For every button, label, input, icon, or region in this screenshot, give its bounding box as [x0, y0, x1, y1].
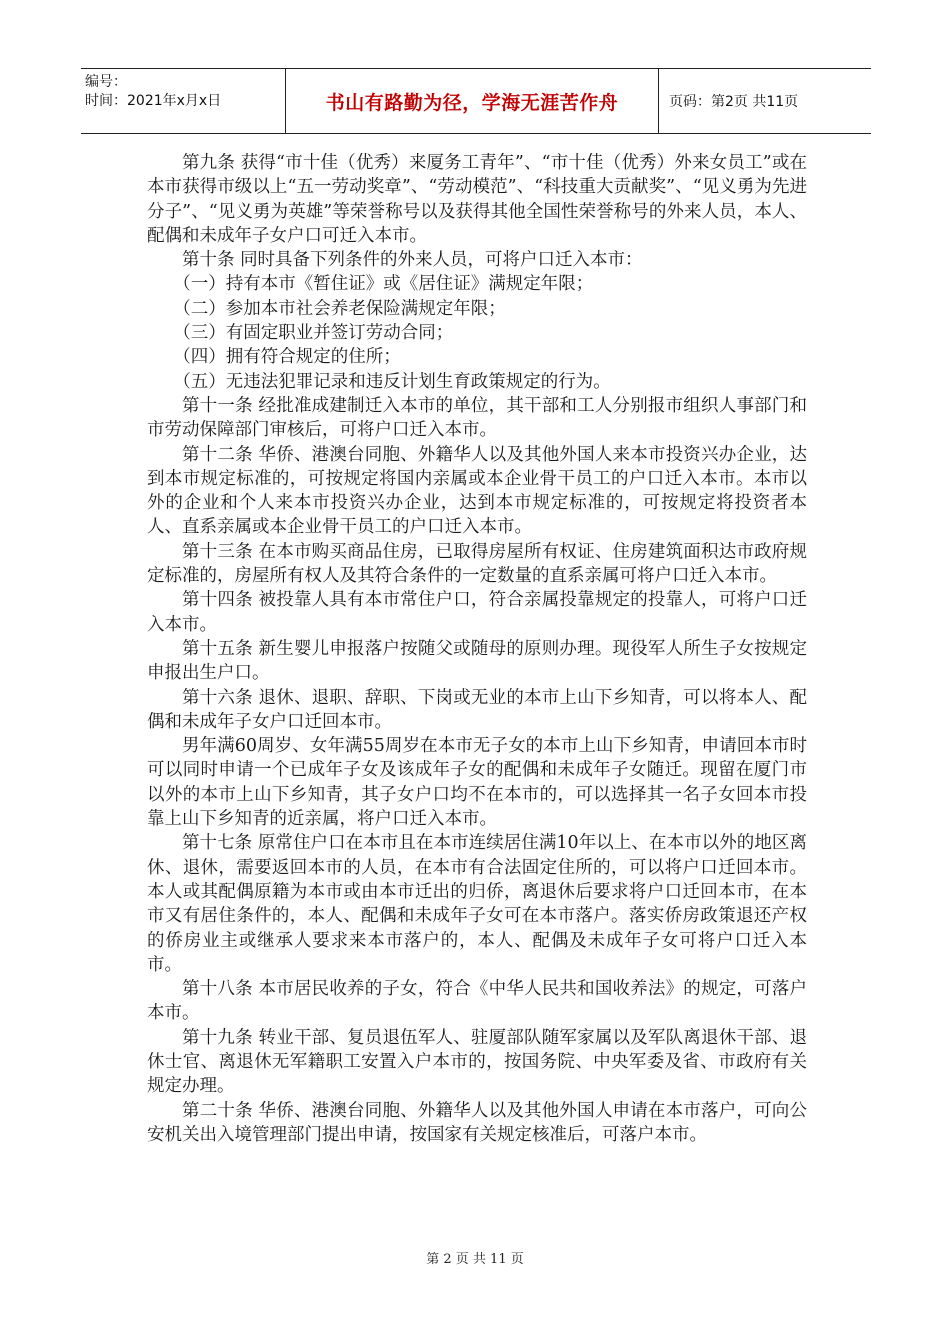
article-16: 第十六条 退休、退职、辞职、下岗或无业的本市上山下乡知青，可以将本人、配偶和未成年子女户口迁回本市。 [147, 687, 807, 732]
article-10-item-2: （二）参加本市社会养老保险满规定年限； [173, 298, 506, 319]
header-page-info: 页码：第2页 共11页 [669, 94, 799, 110]
article-12: 第十二条 华侨、港澳台同胞、外籍华人以及其他外国人来本市投资兴办企业，达到本市规定标准的，可按规定将国内亲属或本企业骨干员工的户口迁入本市。本市以外的企业和个人来本市投资兴办企业，达到本市规定标准的，可按规定将投资者本人、直系亲属或本企业骨干员工的户口迁入本市。 [147, 444, 807, 538]
header-motto: 书山有路勤为径，学海无涯苦作舟 [286, 69, 659, 133]
article-10-item-1: （一）持有本市《暂住证》或《居住证》满规定年限； [173, 274, 594, 295]
article-20: 第二十条 华侨、港澳台同胞、外籍华人以及其他外国人申请在本市落户，可向公安机关出入境管理部门提出申请，按国家有关规定核准后，可落户本市。 [147, 1100, 807, 1145]
article-16-continued: 男年满60周岁、女年满55周岁在本市无子女的本市上山下乡知青，申请回本市时可以同时申请一个已成年子女及该成年子女的配偶和未成年子女随迁。现留在厦门市以外的本市上山下乡知青，其子女户口均不在本市的，可以选择其一名子女回本市投靠上山下乡知青的近亲属，将户口迁入本市。 [147, 736, 807, 830]
article-13: 第十三条 在本市购买商品住房，已取得房屋所有权证、住房建筑面积达市政府规定标准的，房屋所有权人及其符合条件的一定数量的直系亲属可将户口迁入本市。 [147, 541, 807, 587]
document-header [81, 68, 871, 134]
article-10-item-4: （四）拥有符合规定的住所； [173, 347, 401, 368]
article-19: 第十九条 转业干部、复员退伍军人、驻厦部队随军家属以及军队离退休干部、退休士官、离退休无军籍职工安置入户本市的，按国务院、中央军委及省、市政府有关规定办理。 [147, 1027, 807, 1097]
article-9: 第九条 获得“市十佳（优秀）来厦务工青年”、“市十佳（优秀）外来女员工”或在本市获得市级以上“五一劳动奖章”、“劳动模范”、“科技重大贡献奖”、“见义勇为先进分子”、“见义勇为英雄”等荣誉称号以及获得其他全国性荣誉称号的外来人员，本人、配偶和未成年子女户口可迁入本市。 [147, 153, 807, 246]
article-10-item-3: （三）有固定职业并签订劳动合同； [173, 323, 454, 344]
document-time-label: 时间：2021年x月x日 [85, 93, 222, 109]
document-body [147, 151, 807, 1147]
article-10-item-5: （五）无违法犯罪记录和违反计划生育政策规定的行为。 [173, 371, 611, 392]
header-meta [81, 69, 286, 133]
article-10: 第十条 同时具备下列条件的外来人员，可将户口迁入本市： [182, 250, 643, 271]
document-number-label: 编号： [85, 74, 127, 90]
page-footer: 第 2 页 共 11 页 [426, 1252, 524, 1267]
article-17: 第十七条 原常住户口在本市且在本市连续居住满10年以上、在本市以外的地区离休、退休，需要返回本市的人员，在本市有合法固定住所的，可以将户口迁回本市。本人或其配偶原籍为本市或由本市迁出的归侨，离退休后要求将户口迁回本市，在本市又有居住条件的，本人、配偶和未成年子女可在本市落户。落实侨房政策退还产权的侨房业主或继承人要求来本市落户的，本人、配偶及未成年子女可将户口迁入本市。 [147, 833, 807, 975]
article-14: 第十四条 被投靠人具有本市常住户口，符合亲属投靠规定的投靠人，可将户口迁入本市。 [147, 590, 807, 635]
article-11: 第十一条 经批准成建制迁入本市的单位，其干部和工人分别报市组织人事部门和市劳动保障部门审核后，可将户口迁入本市。 [147, 395, 807, 441]
article-18: 第十八条 本市居民收养的子女，符合《中华人民共和国收养法》的规定，可落户本市。 [147, 979, 807, 1024]
article-15: 第十五条 新生婴儿申报落户按随父或随母的原则办理。现役军人所生子女按规定申报出生户口。 [147, 638, 807, 684]
